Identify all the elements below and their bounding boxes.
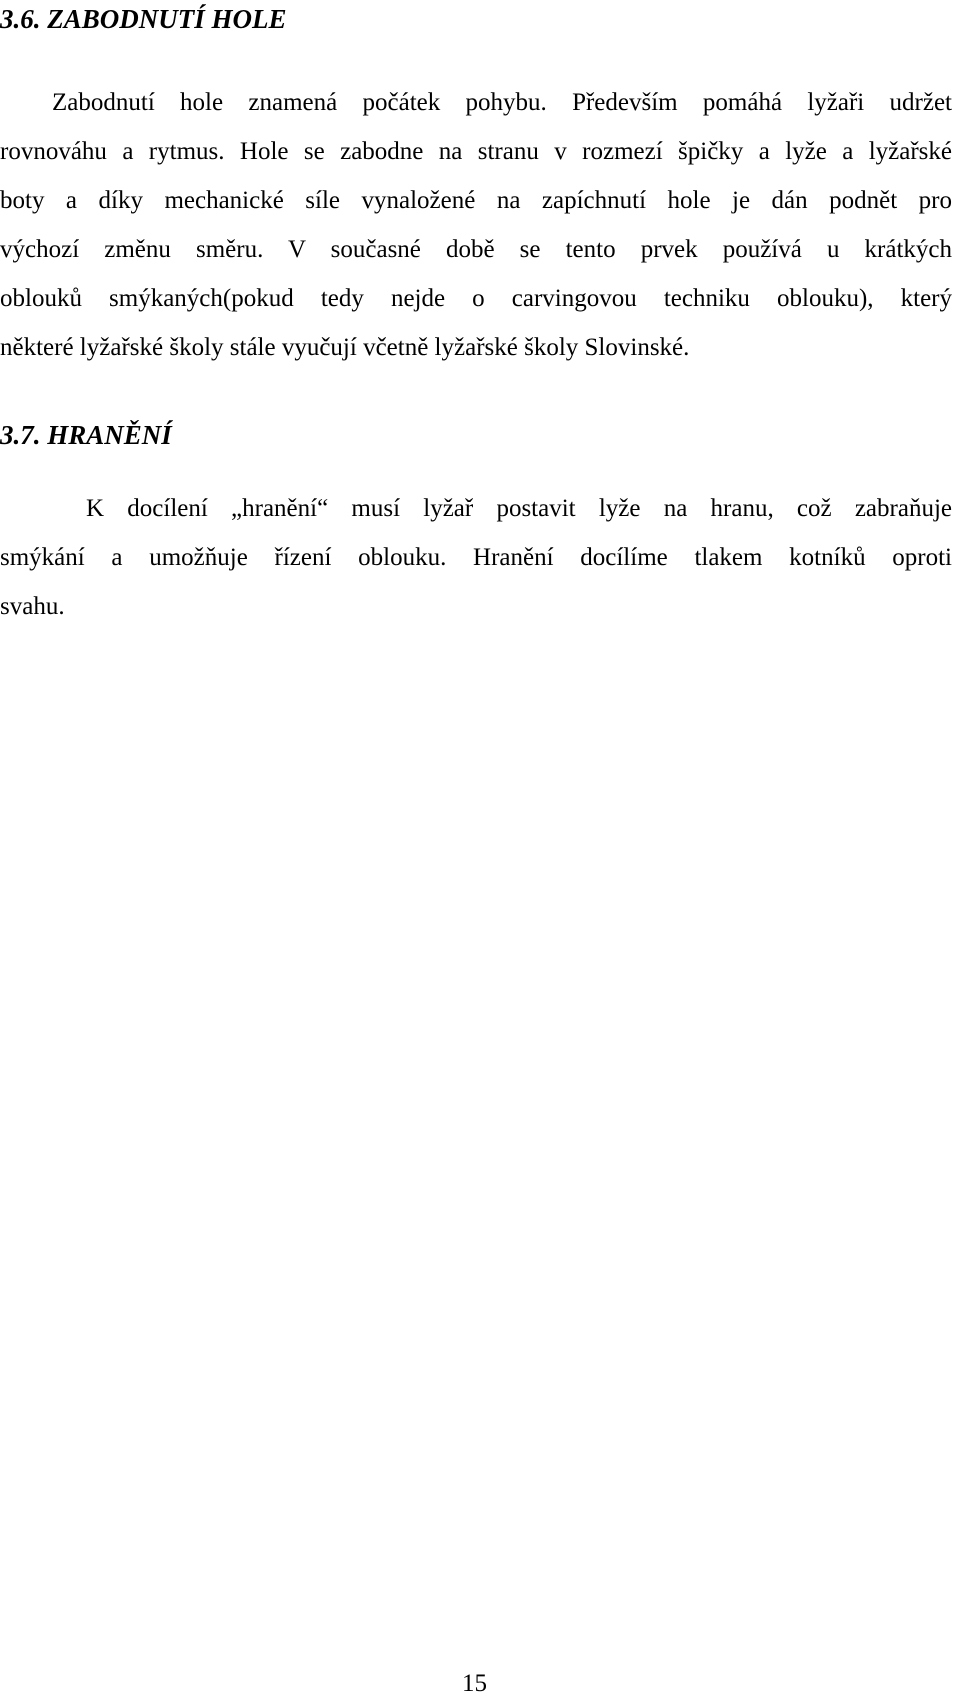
section-heading-hraneni: 3.7. HRANĚNÍ <box>0 420 172 450</box>
text-line: Zabodnutí hole znamená počátek pohybu. Především pomáhá lyžaři udržet <box>52 89 952 116</box>
paragraph-zabodnuti-hole <box>0 78 952 372</box>
text-line: oblouků smýkaných(pokud tedy nejde o carvingovou techniku oblouku), který <box>0 285 952 312</box>
section-heading-zabodnuti-hole: 3.6. ZABODNUTÍ HOLE <box>0 4 287 34</box>
text-line: svahu. <box>0 593 65 620</box>
text-line: rovnováhu a rytmus. Hole se zabodne na stranu v rozmezí špičky a lyže a lyžařské <box>0 138 952 165</box>
text-line: K docílení „hranění“ musí lyžař postavit lyže na hranu, což zabraňuje <box>86 495 952 522</box>
text-line: smýkání a umožňuje řízení oblouku. Hranění docílíme tlakem kotníků oproti <box>0 544 952 571</box>
paragraph-hraneni <box>0 484 952 631</box>
text-line: výchozí změnu směru. V současné době se tento prvek používá u krátkých <box>0 236 952 263</box>
text-line: některé lyžařské školy stále vyučují včetně lyžařské školy Slovinské. <box>0 334 690 361</box>
text-line: boty a díky mechanické síle vynaložené na zapíchnutí hole je dán podnět pro <box>0 187 952 214</box>
page-number: 15 <box>462 1670 487 1697</box>
